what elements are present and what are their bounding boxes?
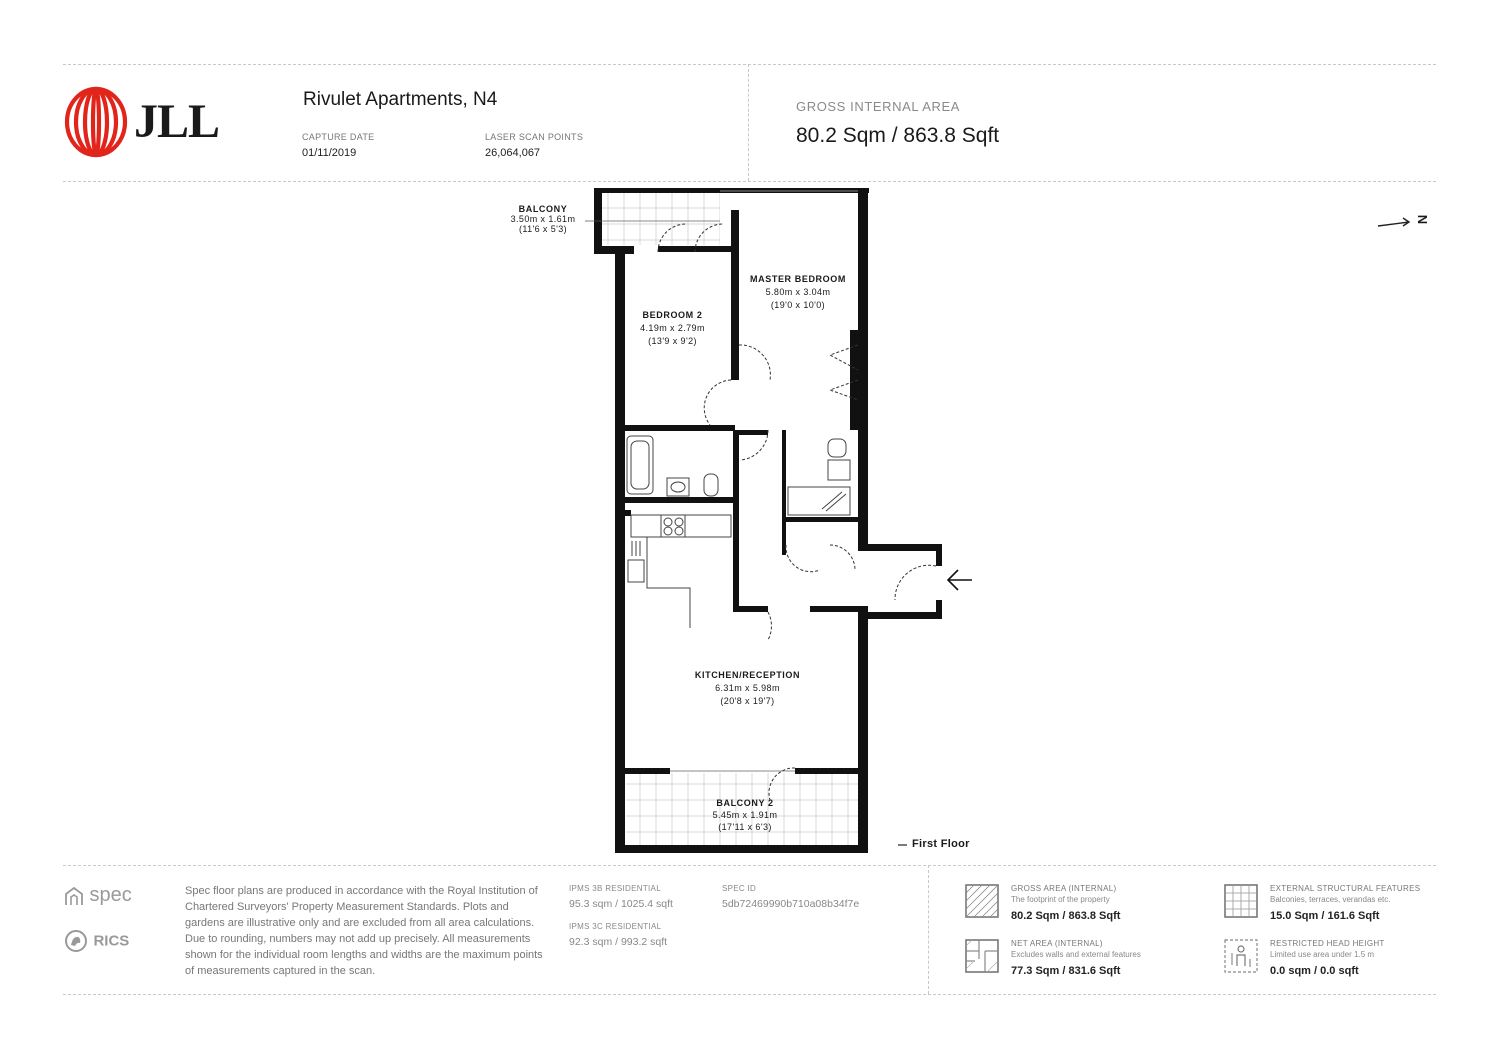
ipms-3b-label: IPMS 3B RESIDENTIAL: [569, 884, 661, 893]
gross-internal-area-value: 80.2 Sqm / 863.8 Sqft: [796, 124, 1000, 147]
room-kitchen-reception: [680, 669, 815, 708]
room-master-bedroom-name: MASTER BEDROOM: [750, 274, 846, 284]
room-balcony: [493, 204, 593, 234]
grid-icon: [1224, 884, 1258, 918]
room-balcony-dim-ft: (11'6 x 5'3): [518, 224, 568, 234]
room-balcony-name: BALCONY: [518, 204, 568, 214]
capture-date-value: 01/11/2019: [302, 147, 357, 159]
balcony-tiles: [602, 193, 720, 245]
property-title: Rivulet Apartments, N4: [303, 89, 498, 110]
room-balcony-dim-m: 3.50m x 1.61m: [510, 214, 576, 224]
room-bedroom-2-dim-m: 4.19m x 2.79m: [640, 323, 705, 333]
legend-restricted-value: 0.0 sqm / 0.0 sqft: [1270, 965, 1359, 977]
legend-external-value: 15.0 Sqm / 161.6 Sqft: [1270, 910, 1380, 922]
room-balcony-2-name: BALCONY 2: [716, 798, 774, 808]
room-master-bedroom-dim-m: 5.80m x 3.04m: [765, 287, 831, 297]
rics-logo: [63, 928, 129, 954]
legend-external-sub: Balconies, terraces, verandas etc.: [1270, 895, 1391, 904]
legend-gross-sub: The footprint of the property: [1011, 895, 1110, 904]
legend-net-label: NET AREA (INTERNAL): [1011, 939, 1103, 948]
room-balcony-2-dim-m: 5.45m x 1.91m: [712, 810, 778, 820]
entrance-arrow-icon: [948, 570, 972, 590]
disclaimer-text: Spec floor plans are produced in accordance with the Royal Institution of Chartered Surveyors' Property Measurement Standards. Plots and gardens are illustrative only and are excluded from all area calculations. Due to rounding, numbers may not add up precisely. All measurements shown for the individual room lengths and widths are the maximum points of measurements captured in the scan.: [185, 885, 543, 977]
rics-logo-text: RICS: [93, 932, 130, 950]
laser-scan-value: 26,064,067: [485, 147, 541, 159]
legend-gross-value: 80.2 Sqm / 863.8 Sqft: [1011, 910, 1121, 922]
spec-house-icon: [63, 885, 85, 907]
ipms-3c-value: 92.3 sqm / 993.2 sqft: [569, 936, 668, 948]
spec-id-value: 5db72469990b710a08b34f7e: [722, 898, 860, 910]
gross-internal-area-label: GROSS INTERNAL AREA: [796, 99, 961, 114]
north-label: N: [1415, 214, 1431, 225]
room-bedroom-2: [620, 309, 725, 348]
legend-restricted-label: RESTRICTED HEAD HEIGHT: [1270, 939, 1385, 948]
legend-gross-label: GROSS AREA (INTERNAL): [1011, 884, 1117, 893]
room-balcony-2: [690, 797, 800, 833]
legend-net-value: 77.3 Sqm / 831.6 Sqft: [1011, 965, 1121, 977]
room-kitchen-reception-dim-m: 6.31m x 5.98m: [715, 683, 780, 693]
room-master-bedroom-dim-ft: (19'0 x 10'0): [770, 300, 826, 310]
capture-date-label: CAPTURE DATE: [302, 132, 375, 142]
room-bedroom-2-name: BEDROOM 2: [642, 310, 703, 320]
ipms-3b-value: 95.3 sqm / 1025.4 sqft: [569, 898, 673, 910]
legend-restricted-sub: Limited use area under 1.5 m: [1270, 950, 1375, 959]
spec-logo-text: spec: [89, 884, 132, 906]
jll-logo-wordmark: JLL: [134, 95, 220, 148]
spec-logo: [63, 884, 132, 907]
spec-id-label: SPEC ID: [722, 884, 757, 893]
ipms-3c-label: IPMS 3C RESIDENTIAL: [569, 922, 662, 931]
laser-scan-label: LASER SCAN POINTS: [485, 132, 584, 142]
hatch-icon: [965, 884, 999, 918]
floor-label: First Floor: [912, 838, 970, 850]
room-kitchen-reception-dim-ft: (20'8 x 19'7): [720, 696, 775, 706]
person-icon: [1224, 939, 1258, 973]
legend-net-sub: Excludes walls and external features: [1011, 950, 1141, 959]
net-area-icon: [965, 939, 999, 973]
room-balcony-2-dim-ft: (17'11 x 6'3): [718, 822, 772, 832]
room-master-bedroom: [738, 273, 858, 312]
room-kitchen-reception-name: KITCHEN/RECEPTION: [694, 670, 801, 680]
legend-external-label: EXTERNAL STRUCTURAL FEATURES: [1270, 884, 1421, 893]
room-bedroom-2-dim-ft: (13'9 x 9'2): [648, 336, 697, 346]
rics-lion-icon: [63, 928, 89, 954]
